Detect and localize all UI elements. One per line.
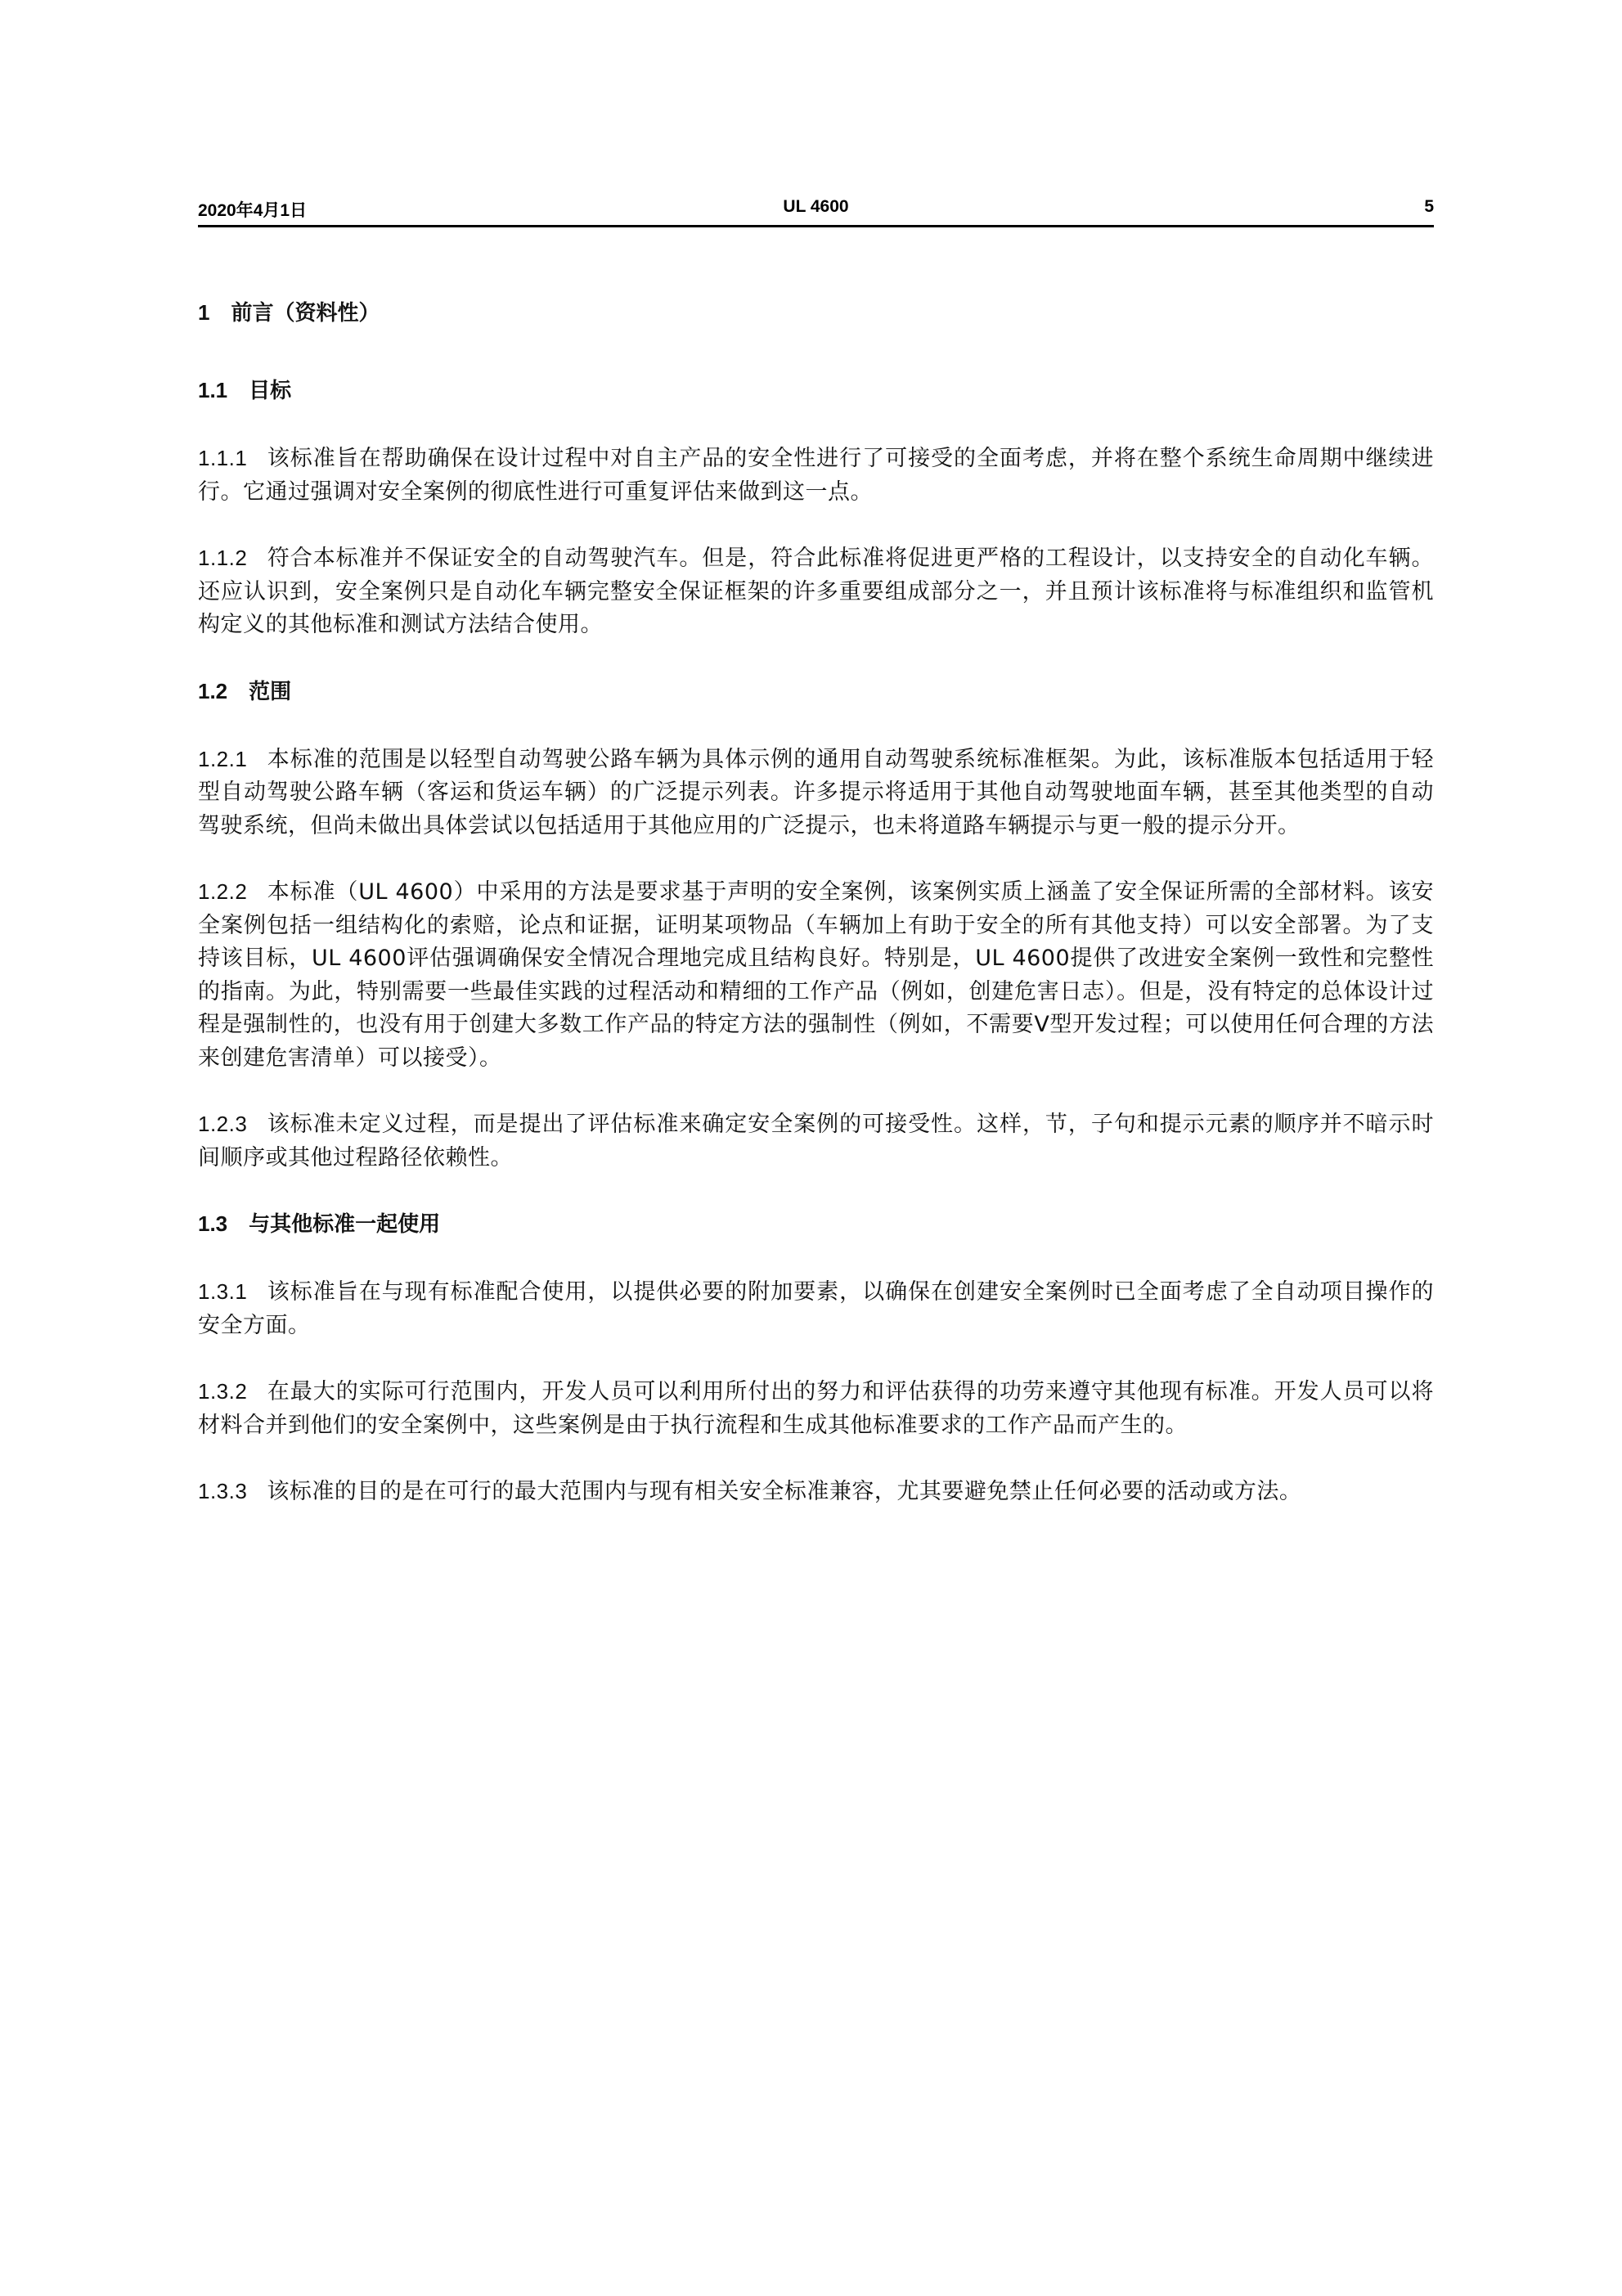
clause-text: 该标准旨在帮助确保在设计过程中对自主产品的安全性进行了可接受的全面考虑，并将在整个系统生命周期中继续进行。它通过强调对安全案例的彻底性进行可重复评估来做到这一点。 — [198, 446, 1434, 505]
clause-paragraph — [198, 442, 1434, 509]
section-number: 1 — [198, 300, 210, 325]
clause-number: 1.1.1 — [198, 446, 248, 470]
header-date: 2020年4月1日 — [198, 201, 308, 220]
clause-number: 1.2.1 — [198, 746, 248, 771]
clause-number: 1.3.2 — [198, 1379, 248, 1404]
clause-number: 1.3.1 — [198, 1279, 248, 1304]
subsection-heading — [198, 675, 1434, 708]
clause-number: 1.2.3 — [198, 1112, 248, 1136]
page-header — [198, 194, 1434, 227]
clause-paragraph — [198, 541, 1434, 642]
clause-text: 在最大的实际可行范围内，开发人员可以利用所付出的努力和评估获得的功劳来遵守其他现有标准。开发人员可以将材料合并到他们的安全案例中，这些案例是由于执行流程和生成其他标准要求的工作产品而产生的。 — [198, 1379, 1434, 1438]
clause-paragraph — [198, 875, 1434, 1075]
section-title: 前言（资料性） — [231, 301, 380, 326]
clause-number: 1.2.2 — [198, 879, 248, 904]
clause-text: 本标准的范围是以轻型自动驾驶公路车辆为具体示例的通用自动驾驶系统标准框架。为此，该标准版本包括适用于轻型自动驾驶公路车辆（客运和货运车辆）的广泛提示列表。许多提示将适用于其他自动驾驶地面车辆，甚至其他类型的自动驾驶系统，但尚未做出具体尝试以包括适用于其他应用的广泛提示，也未将道路车辆提示与更一般的提示分开。 — [198, 746, 1434, 838]
document-body — [198, 296, 1434, 1542]
clause-text: 该标准的目的是在可行的最大范围内与现有相关安全标准兼容，尤其要避免禁止任何必要的活动或方法。 — [267, 1479, 1302, 1504]
clause-text: 本标准（UL 4600）中采用的方法是要求基于声明的安全案例，该案例实质上涵盖了安全保证所需的全部材料。该安全案例包括一组结构化的索赔，论点和证据，证明某项物品（车辆加上有助于安全的所有其他支持）可以安全部署。为了支持该目标，UL 4600评估强调确保安全情况合理地完成且结构良好。特别是，UL 4600提供了改进安全案例一致性和完整性的指南。为此，特别需要一些最佳实践的过程活动和精细的工作产品（例如，创建危害日志）。但是，没有特定的总体设计过程是强制性的，也没有用于创建大多数工作产品的特定方法的强制性（例如，不需要V型开发过程；可以使用任何合理的方法来创建危害清单）可以接受）。 — [198, 879, 1434, 1071]
header-page-number: 5 — [1424, 197, 1434, 216]
header-standard: UL 4600 — [783, 197, 849, 216]
subsection-heading — [198, 374, 1434, 407]
clause-text: 该标准未定义过程，而是提出了评估标准来确定安全案例的可接受性。这样，节，子句和提示元素的顺序并不暗示时间顺序或其他过程路径依赖性。 — [198, 1112, 1434, 1170]
clause-text: 该标准旨在与现有标准配合使用，以提供必要的附加要素，以确保在创建安全案例时已全面考虑了全自动项目操作的安全方面。 — [198, 1279, 1434, 1338]
subsection-title: 范围 — [249, 679, 292, 704]
subsection-number: 1.3 — [198, 1211, 228, 1236]
clause-text: 符合本标准并不保证安全的自动驾驶汽车。但是，符合此标准将促进更严格的工程设计，以支持安全的自动化车辆。还应认识到，安全案例只是自动化车辆完整安全保证框架的许多重要组成部分之一，并且预计该标准将与标准组织和监管机构定义的其他标准和测试方法结合使用。 — [198, 546, 1434, 637]
subsection-number: 1.2 — [198, 678, 228, 703]
clause-paragraph — [198, 1275, 1434, 1342]
clause-number: 1.1.2 — [198, 546, 248, 570]
clause-paragraph — [198, 1375, 1434, 1442]
clause-paragraph — [198, 1475, 1434, 1509]
clause-paragraph — [198, 1108, 1434, 1175]
clause-paragraph — [198, 743, 1434, 843]
subsection-number: 1.1 — [198, 378, 228, 402]
subsection-title: 目标 — [249, 379, 292, 403]
subsection-title: 与其他标准一起使用 — [249, 1212, 441, 1237]
clause-number: 1.3.3 — [198, 1479, 248, 1503]
subsection-heading — [198, 1207, 1434, 1241]
section-heading — [198, 296, 1434, 330]
